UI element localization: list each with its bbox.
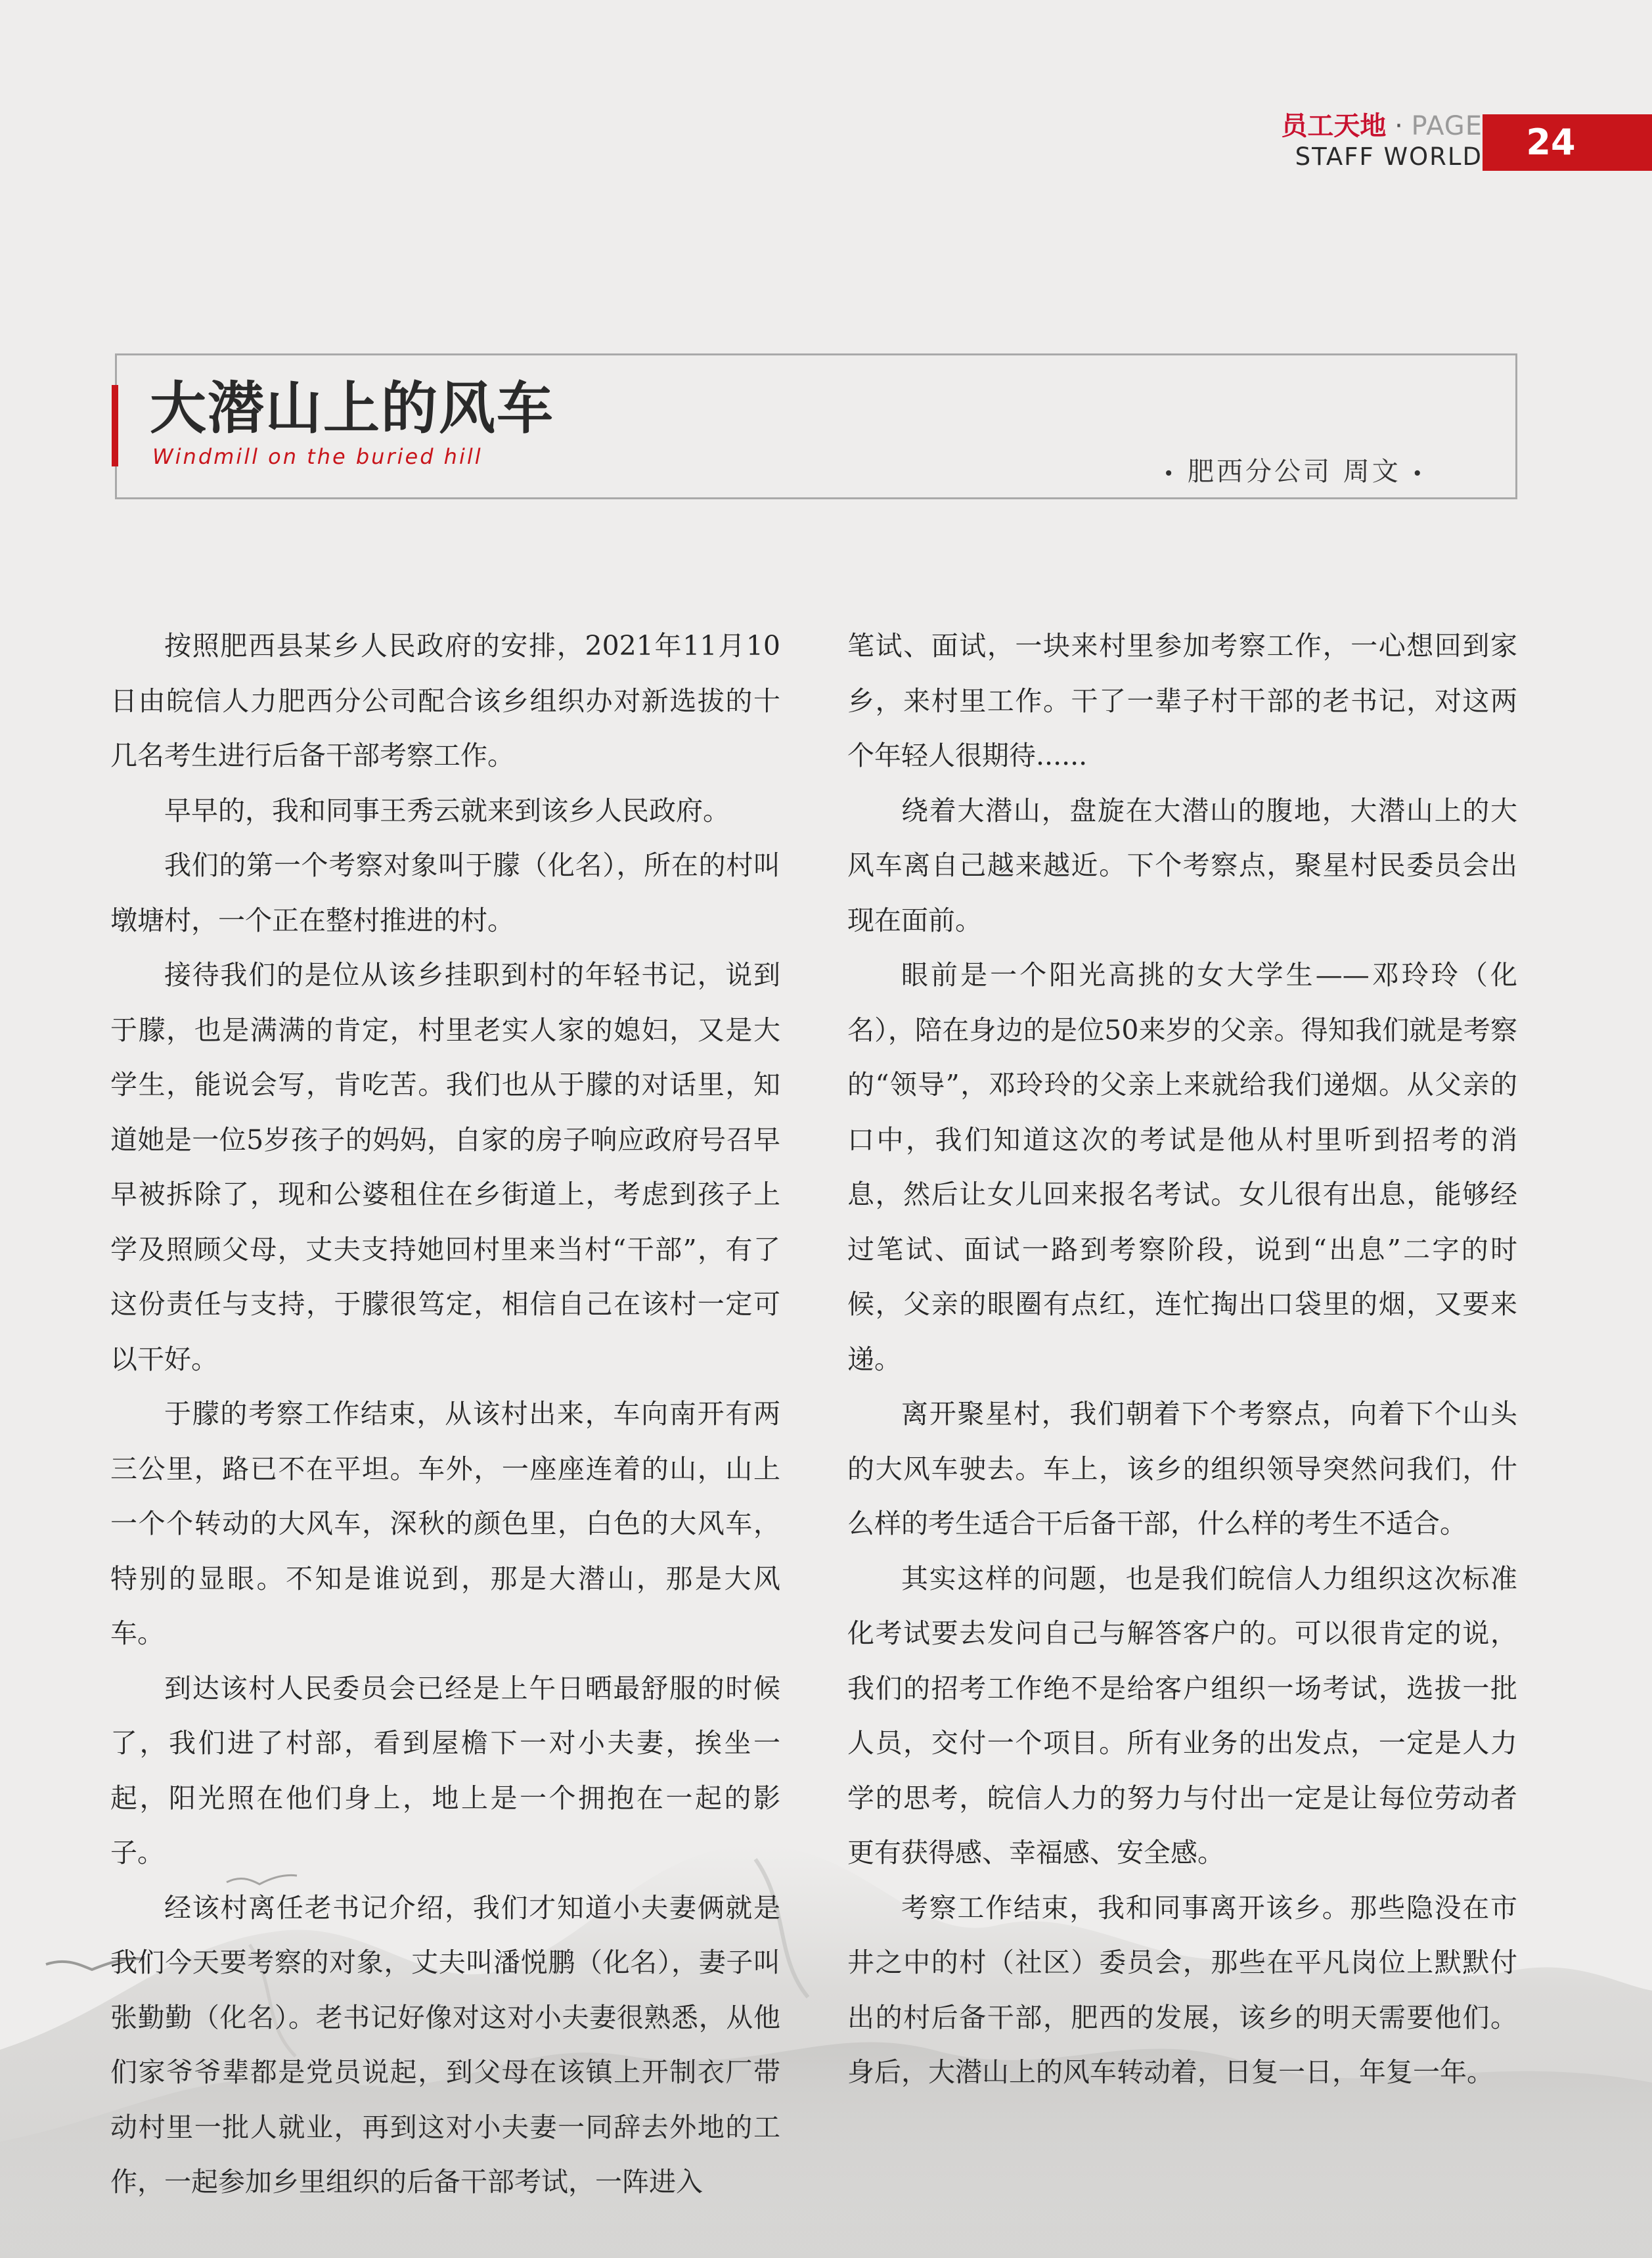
- paragraph: 眼前是一个阳光高挑的女大学生——邓玲玲（化名），陪在身边的是位50来岁的父亲。得知我们就是考察的“领导”，邓玲玲的父亲上来就给我们递烟。从父亲的口中，我们知道这次的考试是他从村里听到招考的消息，然后让女儿回来报名考试。女儿很有出息，能够经过笔试、面试一路到考察阶段，说到“出息”二字的时候，父亲的眼圈有点红，连忙掏出口袋里的烟，又要来递。: [847, 959, 1517, 1375]
- paragraph: 我们的第一个考察对象叫于朦（化名），所在的村叫墩塘村，一个正在整村推进的村。: [110, 849, 780, 936]
- section-label: [1281, 110, 1483, 172]
- paragraph: 到达该村人民委员会已经是上午日晒最舒服的时候了，我们进了村部，看到屋檐下一对小夫妻，挨坐一起，阳光照在他们身上，地上是一个拥抱在一起的影子。: [110, 1672, 780, 1868]
- paragraph-continued: 笔试、面试，一块来村里参加考察工作，一心想回到家乡，来村里工作。干了一辈子村干部的老书记，对这两个年轻人很期待......: [847, 630, 1517, 771]
- paragraph: 接待我们的是位从该乡挂职到村的年轻书记，说到于朦，也是满满的肯定，村里老实人家的媳妇，又是大学生，能说会写，肯吃苦。我们也从于朦的对话里，知道她是一位5岁孩子的妈妈，自家的房子响应政府号召早早被拆除了，现和公婆租住在乡街道上，考虑到孩子上学及照顾父母，丈夫支持她回村里来当村“干部”，有了这份责任与支持，于朦很笃定，相信自己在该村一定可以干好。: [110, 959, 780, 1375]
- body-column-left: [110, 619, 780, 2210]
- section-title-cn: 员工天地: [1281, 111, 1387, 141]
- paragraph: 离开聚星村，我们朝着下个考察点，向着下个山头的大风车驶去。车上，该乡的组织领导突然问我们，什么样的考生适合干后备干部，什么样的考生不适合。: [847, 1398, 1517, 1539]
- body-column-right: [847, 619, 1517, 2100]
- bullet-icon: •: [1163, 463, 1177, 485]
- paragraph: 考察工作结束，我和同事离开该乡。那些隐没在市井之中的村（社区）委员会，那些在平凡岗位上默默付出的村后备干部，肥西的发展，该乡的明天需要他们。身后，大潜山上的风车转动着，日复一日，年复一年。: [847, 1891, 1517, 2088]
- article-subtitle: Windmill on the buried hill: [152, 444, 483, 469]
- page-header: [1192, 110, 1652, 171]
- bullet-icon: •: [1412, 463, 1425, 485]
- title-accent-bar: [112, 385, 118, 466]
- paragraph: 经该村离任老书记介绍，我们才知道小夫妻俩就是我们今天要考察的对象，丈夫叫潘悦鹏（化名），妻子叫张勤勤（化名）。老书记好像对这对小夫妻很熟悉，从他们家爷爷辈都是党员说起，到父母在该镇上开制衣厂带动村里一批人就业，再到这对小夫妻一同辞去外地的工作，一起参加乡里组织的后备干部考试，一阵进入: [110, 1891, 780, 2198]
- paragraph: 其实这样的问题，也是我们皖信人力组织这次标准化考试要去发问自己与解答客户的。可以很肯定的说，我们的招考工作绝不是给客户组织一场考试，选拔一批人员，交付一个项目。所有业务的出发点，一定是人力学的思考，皖信人力的努力与付出一定是让每位劳动者更有获得感、幸福感、安全感。: [847, 1562, 1517, 1868]
- author-byline: [1163, 451, 1425, 488]
- paragraph: 绕着大潜山，盘旋在大潜山的腹地，大潜山上的大风车离自己越来越近。下个考察点，聚星村民委员会出现在面前。: [847, 794, 1517, 936]
- author-name: 肥西分公司 周文: [1188, 457, 1401, 487]
- article-title: 大潜山上的风车: [150, 375, 554, 441]
- page-number: 24: [1483, 114, 1652, 171]
- section-title-en: STAFF WORLD: [1295, 143, 1483, 171]
- paragraph: 于朦的考察工作结束，从该村出来，车向南开有两三公里，路已不在平坦。车外，一座座连着的山，山上一个个转动的大风车，深秋的颜色里，白色的大风车，特别的显眼。不知是谁说到，那是大潜山，那是大风车。: [110, 1398, 780, 1649]
- separator-dot: ·: [1395, 111, 1403, 141]
- paragraph: 按照肥西县某乡人民政府的安排，2021年11月10日由皖信人力肥西分公司配合该乡组织办对新选拔的十几名考生进行后备干部考察工作。: [110, 630, 780, 771]
- page-word: PAGE: [1411, 111, 1483, 141]
- paragraph: 早早的，我和同事王秀云就来到该乡人民政府。: [164, 794, 730, 826]
